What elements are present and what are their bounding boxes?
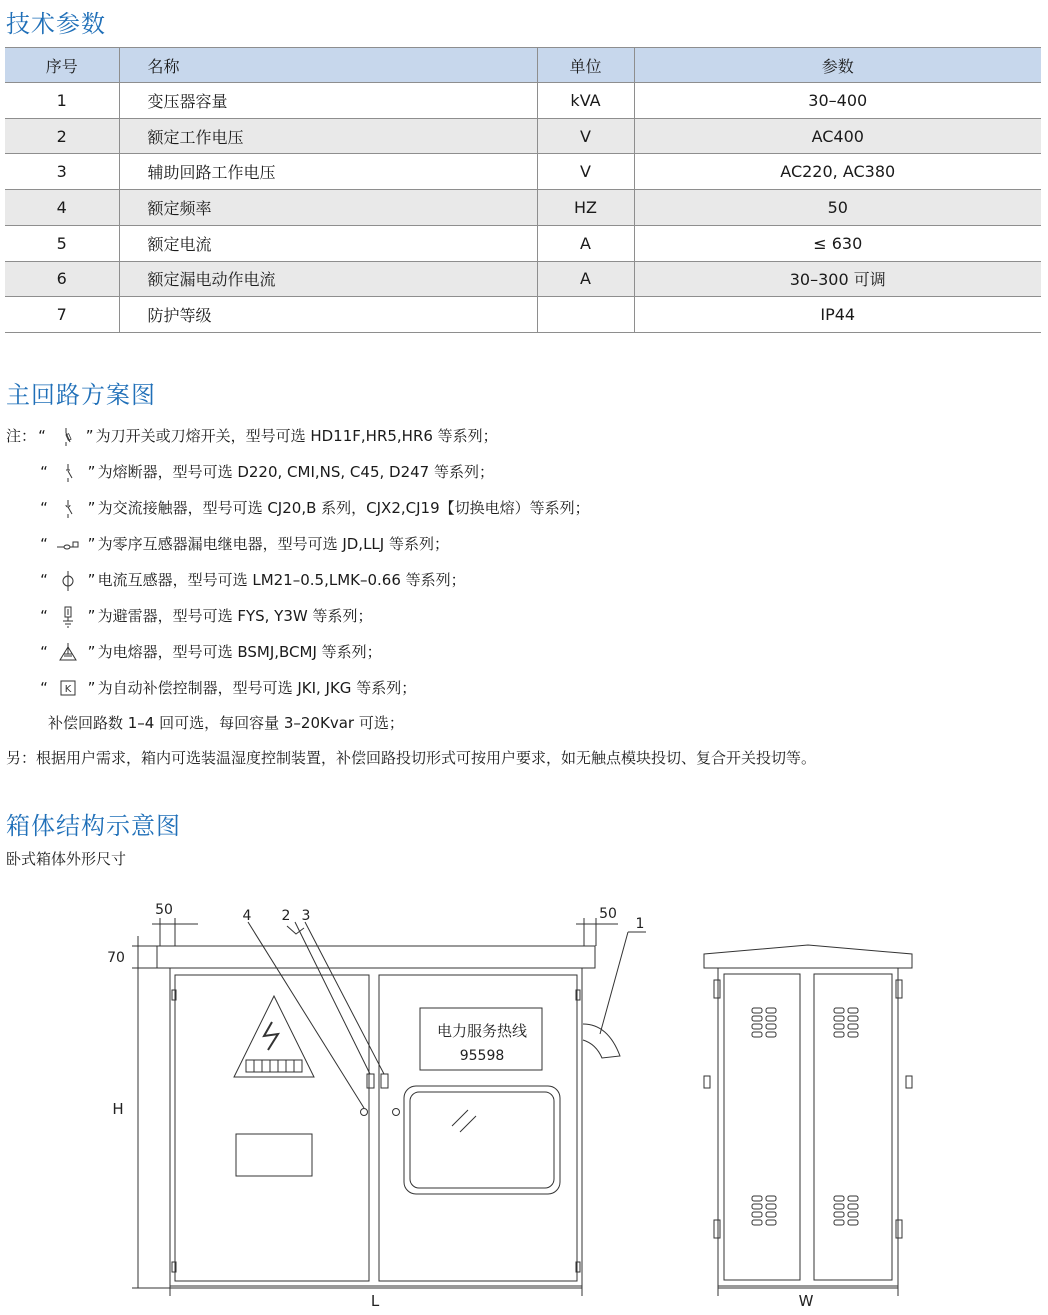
box-structure-subtitle: 卧式箱体外形尺寸 (6, 850, 127, 868)
table-row (5, 118, 1041, 154)
cell-unit: A (537, 261, 634, 297)
current-transformer-icon (55, 570, 81, 592)
cell-name: 额定电流 (119, 225, 537, 261)
box-structure-heading: 箱体结构示意图 (6, 812, 181, 840)
table-row (5, 225, 1041, 261)
table-row (5, 83, 1041, 119)
tech-params-heading: 技术参数 (6, 10, 106, 38)
table-row (5, 261, 1041, 297)
cell-unit (537, 297, 634, 333)
contactor-icon (55, 498, 81, 520)
left-door (175, 975, 369, 1281)
cell-value: ≤ 630 (634, 225, 1041, 261)
note-line-controller: “ K ” 为自动补偿控制器，型号可选 JKI, JKG 等系列； (38, 676, 416, 700)
note-line-current-transformer: “ ” 电流互感器，型号可选 LM21–0.5,LMK–0.66 等系列； (38, 568, 466, 592)
panel-line-2: 95598 (459, 1048, 505, 1064)
capacitor-icon (55, 642, 81, 664)
table-row (5, 297, 1041, 333)
cell-unit: HZ (537, 190, 634, 226)
callout-1: 1 (635, 916, 645, 932)
note-line-zero-sequence-ct: “ ” 为零序互感器漏电继电器，型号可选 JD,LLJ 等系列； (38, 532, 449, 556)
cell-value: 30–400 (634, 83, 1041, 119)
nameplate (236, 1134, 312, 1176)
note-prefix: 注： (6, 427, 37, 445)
cell-value: AC220, AC380 (634, 154, 1041, 190)
dim-70: 70 (107, 950, 125, 966)
cell-index: 5 (5, 225, 119, 261)
cell-index: 2 (5, 118, 119, 154)
cell-value: AC400 (634, 118, 1041, 154)
cell-name: 防护等级 (119, 297, 537, 333)
cell-value: 50 (634, 190, 1041, 226)
vent-slots (752, 1008, 858, 1225)
cell-value: IP44 (634, 297, 1041, 333)
callout-4: 4 (242, 908, 252, 924)
cell-unit: kVA (537, 83, 634, 119)
col-header-unit: 单位 (537, 48, 634, 83)
cell-index: 3 (5, 154, 119, 190)
surge-arrester-icon (55, 606, 81, 628)
fuse-icon (55, 462, 81, 484)
table-row (5, 154, 1041, 190)
roof-front (157, 946, 595, 968)
dim-50-left: 50 (155, 902, 173, 918)
svg-text:K: K (64, 683, 72, 695)
dim-l: L (370, 1292, 380, 1310)
cell-name: 变压器容量 (119, 83, 537, 119)
zero-sequence-ct-icon (55, 534, 81, 556)
dim-h: H (112, 1100, 124, 1118)
table-header-row (5, 48, 1041, 83)
cabinet-side (718, 968, 898, 1286)
dim-w: W (798, 1292, 814, 1310)
cell-name: 辅助回路工作电压 (119, 154, 537, 190)
table-row (5, 190, 1041, 226)
note-line-fuse: “ ” 为熔断器，型号可选 D220, CMI,NS, C45, D247 等系列； (38, 460, 494, 484)
cell-unit: V (537, 154, 634, 190)
dim-50-right: 50 (599, 906, 617, 922)
cell-index: 7 (5, 297, 119, 333)
cabinet-front (170, 968, 582, 1286)
main-circuit-heading: 主回路方案图 (6, 381, 156, 409)
cell-unit: A (537, 225, 634, 261)
controller-k-icon (55, 678, 81, 700)
note-line-knife-switch: 注： “ ” 为刀开关或刀熔开关，型号可选 HD11F,HR5,HR6 等系列； (6, 424, 498, 448)
right-door (379, 975, 577, 1281)
note-line-surge-arrester: “ ” 为避雷器，型号可选 FYS, Y3W 等系列； (38, 604, 373, 628)
note-line-contactor: “ ” 为交流接触器，型号可选 CJ20,B 系列，CJX2,CJ19【切换电熔）等系列； (38, 496, 590, 520)
col-header-index: 序号 (5, 48, 119, 83)
cell-name: 额定漏电动作电流 (119, 261, 537, 297)
cell-unit: V (537, 118, 634, 154)
callout-2: 2 (281, 908, 291, 924)
knife-switch-icon (53, 426, 79, 448)
note-line-capacitor: “ ” 为电熔器，型号可选 BSMJ,BCMJ 等系列； (38, 640, 382, 664)
extra-note: 另：根据用户需求，箱内可选装温湿度控制装置，补偿回路投切形式可按用户要求，如无触点模块投切、复合开关投切等。 (6, 749, 817, 767)
box-structure-drawing (0, 880, 1048, 1310)
cell-value: 30–300 可调 (634, 261, 1041, 297)
cell-name: 额定工作电压 (119, 118, 537, 154)
col-header-value: 参数 (634, 48, 1041, 83)
panel-line-1: 电力服务热线 (436, 1022, 528, 1040)
roof-side (704, 945, 912, 968)
cell-index: 4 (5, 190, 119, 226)
tech-params-table (5, 47, 1041, 333)
callout-3: 3 (301, 908, 311, 924)
cell-index: 1 (5, 83, 119, 119)
compensation-note: 补偿回路数 1–4 回可选，每回容量 3–20Kvar 可选； (48, 714, 404, 732)
col-header-name: 名称 (119, 48, 537, 83)
cell-name: 额定频率 (119, 190, 537, 226)
cell-index: 6 (5, 261, 119, 297)
